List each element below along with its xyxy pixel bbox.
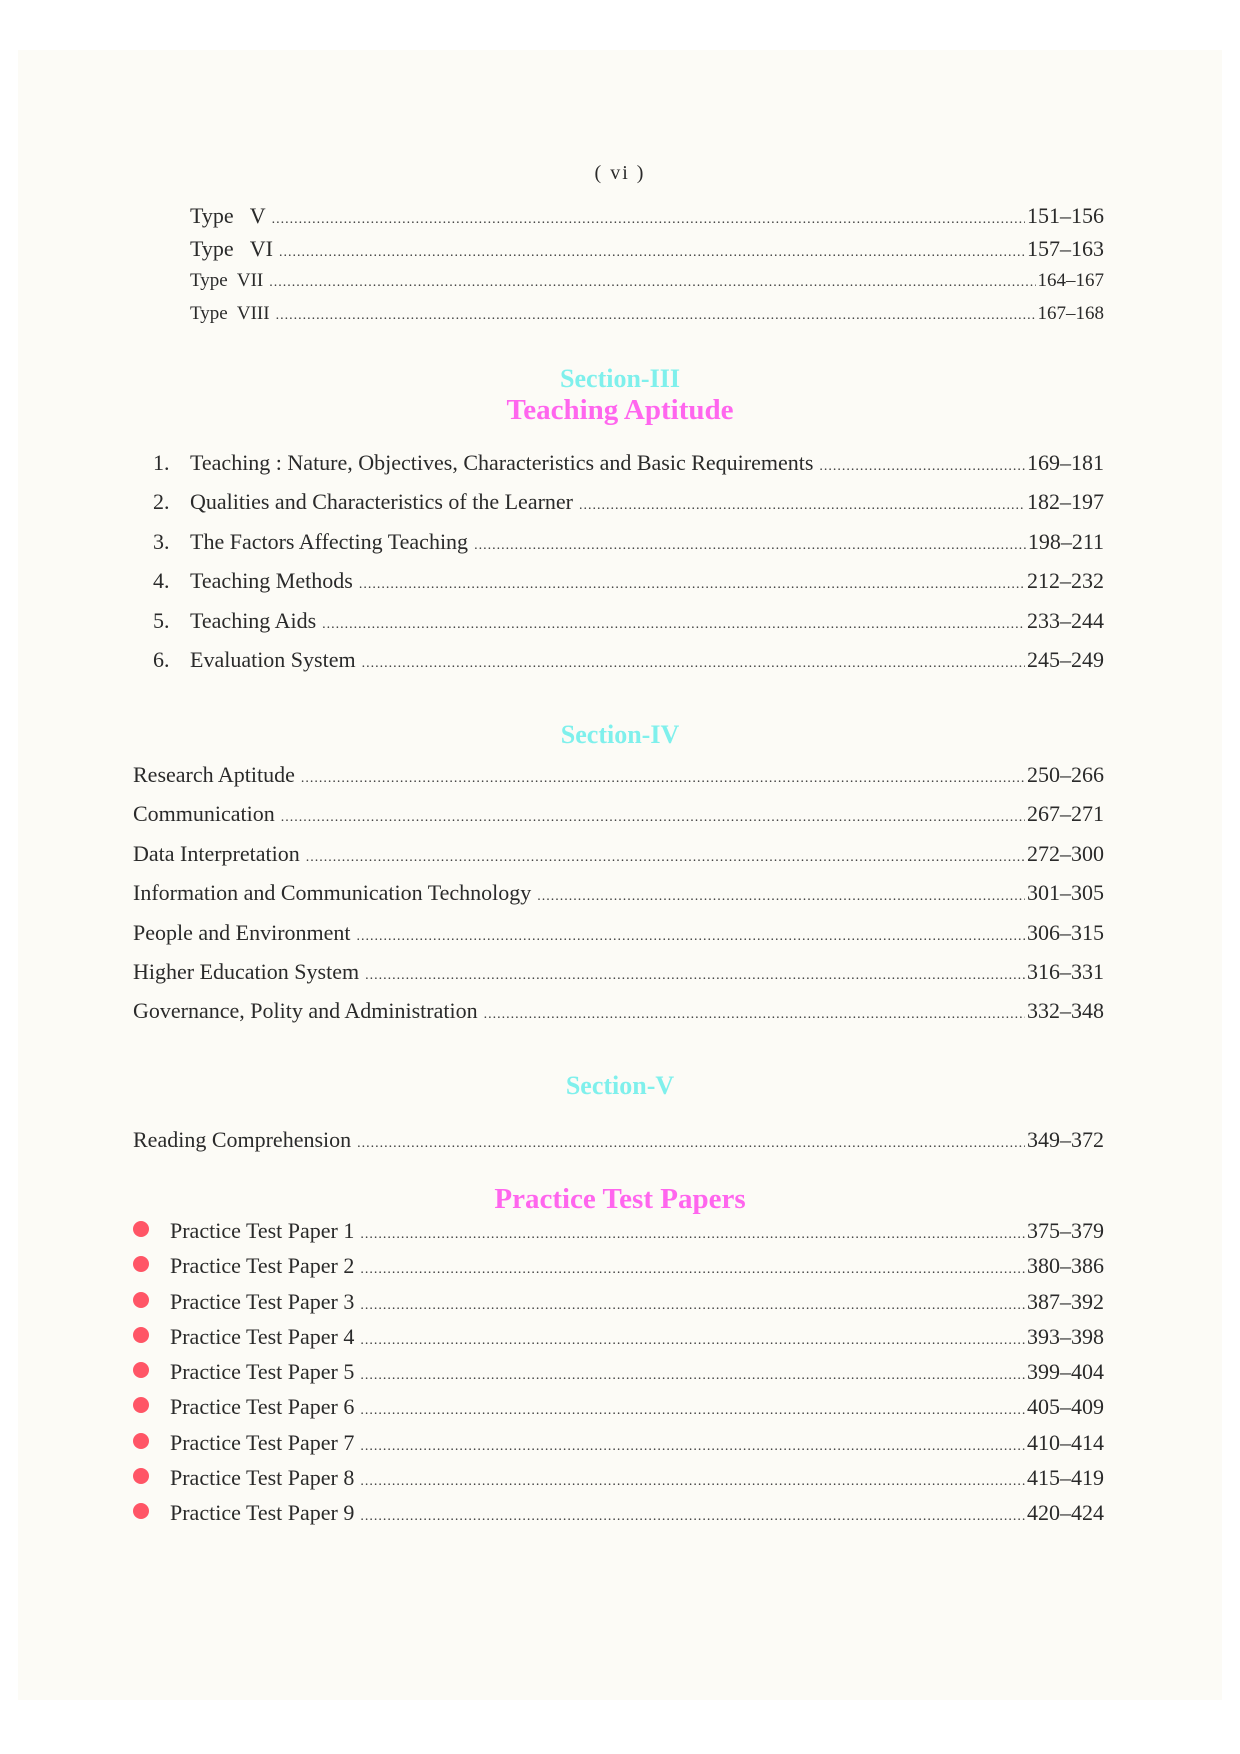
section-3-heading: Section-III (560, 364, 680, 393)
dot-leader (360, 1439, 1025, 1455)
toc-entry[interactable] (133, 880, 1104, 919)
toc-entry[interactable] (153, 489, 1104, 528)
entry-number: 4. (153, 568, 170, 594)
toc-entry[interactable] (190, 236, 1104, 269)
entry-title: Information and Communication Technology (133, 880, 532, 906)
dot-leader (276, 308, 1036, 324)
entry-pages: 349–372 (1027, 1127, 1104, 1152)
dot-leader (579, 498, 1025, 514)
toc-entry[interactable] (133, 1324, 1104, 1359)
entry-pages: 250–266 (1027, 762, 1104, 787)
entry-pages: 212–232 (1027, 568, 1104, 594)
bullet-icon (133, 1328, 170, 1344)
bullet-icon (133, 1363, 170, 1379)
entry-title: Higher Education System (133, 958, 360, 984)
dot-leader (322, 617, 1025, 633)
entry-title: Teaching Aids (190, 607, 317, 633)
entry-pages: 272–300 (1027, 840, 1104, 866)
entry-pages: 316–331 (1027, 958, 1104, 984)
bullet-icon (133, 1434, 170, 1450)
bullet-icon (133, 1257, 170, 1273)
dot-leader (474, 538, 1026, 554)
dot-leader (360, 1509, 1025, 1525)
entry-title: Practice Test Paper 1 (170, 1218, 355, 1243)
dot-leader (819, 459, 1025, 475)
dot-leader (360, 1262, 1025, 1278)
entry-title: People and Environment (133, 919, 351, 945)
dot-leader (360, 1298, 1025, 1314)
entry-title: Practice Test Paper 9 (170, 1500, 355, 1526)
practice-list (133, 1218, 1104, 1536)
toc-entry[interactable] (133, 801, 1104, 840)
entry-pages: 420–424 (1027, 1500, 1104, 1526)
entry-title: Practice Test Paper 7 (170, 1429, 355, 1455)
dot-leader (360, 1403, 1025, 1419)
toc-entry[interactable] (133, 762, 1104, 801)
bullet-icon (133, 1469, 170, 1485)
section-3-title: Teaching Aptitude (506, 394, 734, 426)
toc-entry[interactable] (190, 303, 1104, 336)
dot-leader (269, 275, 1035, 291)
entry-title: Evaluation System (190, 646, 356, 672)
toc-entry[interactable] (133, 1218, 1104, 1253)
entry-title: Reading Comprehension (133, 1127, 352, 1152)
dot-leader (360, 1333, 1025, 1349)
dot-leader (537, 889, 1025, 905)
section-5-heading: Section-V (565, 1071, 675, 1100)
dot-leader (365, 968, 1025, 984)
dot-leader (281, 810, 1025, 826)
toc-entry[interactable] (133, 841, 1104, 880)
entry-title: Practice Test Paper 8 (170, 1465, 355, 1491)
entry-pages: 399–404 (1027, 1359, 1104, 1385)
toc-entry[interactable] (133, 1253, 1104, 1288)
entry-pages: 233–244 (1027, 607, 1104, 633)
dot-leader (272, 212, 1025, 228)
toc-entry[interactable] (133, 920, 1104, 959)
toc-entry[interactable] (133, 1289, 1104, 1324)
dot-leader (359, 577, 1025, 593)
entry-pages: 182–197 (1027, 489, 1104, 515)
entry-pages: 301–305 (1027, 880, 1104, 906)
entry-pages: 393–398 (1027, 1323, 1104, 1349)
entry-title: Practice Test Paper 4 (170, 1323, 355, 1349)
toc-entry[interactable] (153, 608, 1104, 647)
entry-number: 2. (153, 489, 170, 515)
entry-pages: 169–181 (1027, 450, 1104, 475)
entry-title: Practice Test Paper 6 (170, 1394, 355, 1420)
toc-entry[interactable] (133, 1500, 1104, 1535)
toc-entry[interactable] (133, 1359, 1104, 1394)
dot-leader (301, 771, 1025, 787)
entry-pages: 405–409 (1027, 1394, 1104, 1420)
section-3-list (153, 450, 1104, 686)
entry-title: Data Interpretation (133, 840, 300, 866)
entry-number: 5. (153, 607, 170, 633)
section-4-list (133, 762, 1104, 1038)
toc-entry[interactable] (133, 1394, 1104, 1429)
entry-pages: 198–211 (1027, 528, 1104, 554)
entry-pages: 380–386 (1027, 1253, 1104, 1279)
toc-entry[interactable] (190, 203, 1104, 236)
toc-entry[interactable] (190, 270, 1104, 303)
entry-title: The Factors Affecting Teaching (190, 528, 469, 554)
dot-leader (360, 1368, 1025, 1384)
bullet-icon (133, 1293, 170, 1309)
entry-number: 1. (153, 450, 170, 475)
entry-title: Research Aptitude (133, 762, 295, 787)
toc-entry[interactable] (133, 959, 1104, 998)
page-number: ( vi ) (594, 162, 646, 184)
dot-leader (279, 245, 1025, 261)
entry-pages: 332–348 (1027, 998, 1104, 1024)
entry-pages: 375–379 (1027, 1218, 1104, 1243)
toc-entry[interactable] (153, 450, 1104, 489)
toc-entry[interactable] (133, 998, 1104, 1037)
dot-leader (360, 1474, 1025, 1490)
dot-leader (357, 929, 1025, 945)
entry-pages: 151–156 (1027, 203, 1104, 228)
entry-title: Type VI (190, 236, 273, 262)
entry-title: Practice Test Paper 3 (170, 1288, 355, 1314)
toc-entry[interactable] (133, 1430, 1104, 1465)
entry-title: Teaching Methods (190, 568, 353, 594)
entry-title: Practice Test Paper 5 (170, 1359, 355, 1385)
toc-entry[interactable] (153, 647, 1104, 686)
entry-title: Type VIII (190, 302, 270, 324)
dot-leader (360, 1227, 1025, 1243)
entry-title: Type VII (190, 269, 264, 291)
entry-title: Communication (133, 801, 275, 827)
entry-pages: 410–414 (1027, 1429, 1104, 1455)
entry-title: Qualities and Characteristics of the Learner (190, 489, 574, 515)
entry-title: Practice Test Paper 2 (170, 1253, 355, 1279)
entry-pages: 164–167 (1037, 269, 1104, 291)
bullet-icon (133, 1222, 170, 1238)
practice-heading: Practice Test Papers (494, 1183, 746, 1215)
dot-leader (357, 1136, 1025, 1152)
toc-entry[interactable] (133, 1465, 1104, 1500)
toc-entry[interactable] (153, 568, 1104, 607)
entry-pages: 157–163 (1027, 236, 1104, 262)
toc-entry[interactable] (133, 1127, 1104, 1166)
entry-pages: 267–271 (1027, 801, 1104, 827)
entry-pages: 245–249 (1027, 646, 1104, 672)
types-list (190, 203, 1104, 336)
entry-title: Teaching : Nature, Objectives, Characteristics and Basic Requirements (190, 450, 814, 475)
entry-pages: 306–315 (1027, 919, 1104, 945)
entry-number: 3. (153, 528, 170, 554)
dot-leader (306, 850, 1025, 866)
entry-title: Type V (190, 203, 266, 228)
dot-leader (484, 1007, 1025, 1023)
bullet-icon (133, 1398, 170, 1414)
section-5-list (133, 1127, 1104, 1166)
toc-entry[interactable] (153, 529, 1104, 568)
entry-number: 6. (153, 646, 170, 672)
section-4-heading: Section-IV (560, 720, 680, 749)
entry-pages: 415–419 (1027, 1465, 1104, 1491)
entry-pages: 387–392 (1027, 1288, 1104, 1314)
bullet-icon (133, 1504, 170, 1520)
entry-title: Governance, Polity and Administration (133, 998, 478, 1024)
entry-pages: 167–168 (1037, 302, 1104, 324)
dot-leader (362, 656, 1025, 672)
